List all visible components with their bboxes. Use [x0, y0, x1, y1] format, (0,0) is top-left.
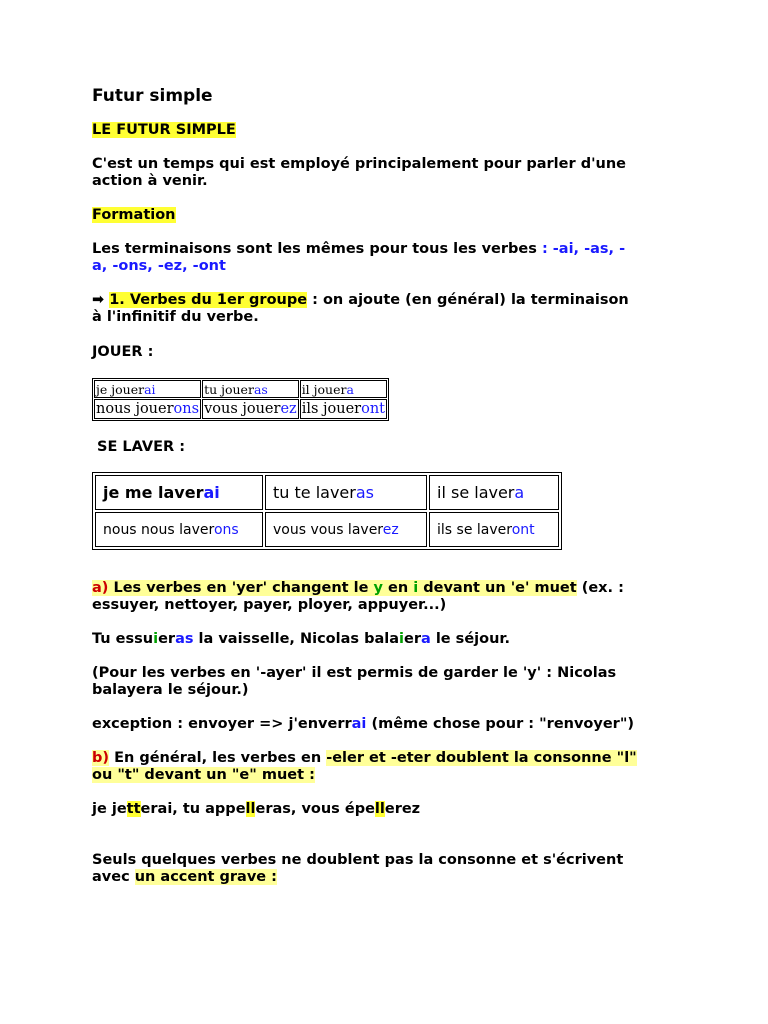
rule-a-line-2: essuyer, nettoyer, payer, ployer, appuyer...) [92, 597, 447, 613]
heading-formation: Formation [92, 207, 176, 223]
table-cell: tu te laveras [265, 475, 427, 510]
intro-line-1: C'est un temps qui est employé principalement pour parler d'une [92, 156, 626, 172]
jouer-conjugation-table [92, 378, 389, 421]
rule-b-line-2: ou "t" devant un "e" muet : [92, 767, 315, 783]
final-line-2: avec un accent grave : [92, 869, 277, 885]
table-cell: vous jouerez [204, 401, 297, 417]
rule-b-line-1: b) En général, les verbes en -eler et -eter doublent la consonne "l" [92, 750, 637, 766]
group1-line-2: à l'infinitif du verbe. [92, 309, 259, 325]
table-cell: je jouerai [94, 380, 201, 398]
note-line-1: (Pour les verbes en '-ayer' il est permis de garder le 'y' : Nicolas [92, 665, 617, 681]
table-cell: nous jouerons [96, 401, 200, 417]
se-laver-conjugation-table [92, 472, 562, 550]
table-cell: tu joueras [202, 380, 299, 398]
table-cell: vous vous laverez [265, 512, 427, 547]
table-cell: il jouera [300, 380, 387, 398]
rule-a-line-1: a) Les verbes en 'yer' changent le y en i devant un 'e' muet (ex. : [92, 580, 624, 596]
final-line-1: Seuls quelques verbes ne doublent pas la consonne et s'écrivent [92, 852, 624, 868]
page-title: Futur simple [92, 86, 213, 106]
table-cell: je me laverai [95, 475, 263, 510]
note-line-2: balayera le séjour.) [92, 682, 249, 698]
se-laver-label: SE LAVER : [97, 439, 186, 455]
table-row [95, 475, 559, 510]
table-cell: ils se laveront [429, 512, 559, 547]
table-row [95, 512, 559, 547]
arrow-icon: ➡ [92, 292, 105, 308]
table-row [94, 399, 387, 419]
jouer-label: JOUER : [92, 344, 154, 360]
group1-line-1: ➡ 1. Verbes du 1er groupe : on ajoute (en général) la terminaison [92, 292, 629, 308]
exception-line: exception : envoyer => j'enverrai (même chose pour : "renvoyer") [92, 716, 635, 732]
example-essuyer: Tu essuieras la vaisselle, Nicolas balaiera le séjour. [92, 631, 510, 647]
table-cell: ils joueront [301, 401, 385, 417]
example-doubling: je jetterai, tu appelleras, vous épellerez [92, 801, 421, 817]
table-row [94, 380, 387, 398]
terminations-line-2: a, -ons, -ez, -ont [92, 258, 226, 274]
table-cell: nous nous laverons [95, 512, 263, 547]
terminations-line-1: Les terminaisons sont les mêmes pour tous les verbes : -ai, -as, - [92, 241, 626, 257]
table-cell: il se lavera [429, 475, 559, 510]
intro-line-2: action à venir. [92, 173, 208, 189]
heading-futur-simple: LE FUTUR SIMPLE [92, 122, 236, 138]
